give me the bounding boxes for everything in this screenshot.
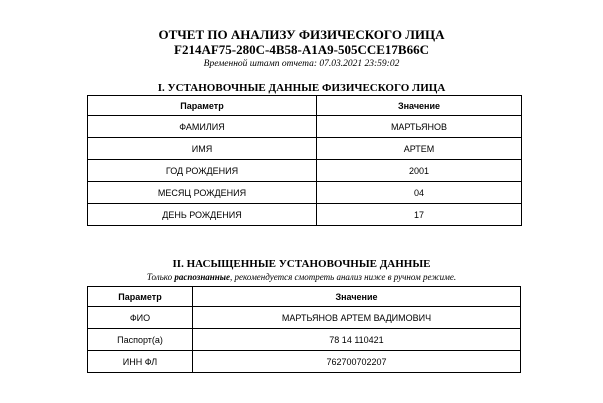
column-header-parameter: Параметр xyxy=(88,96,317,116)
table-row xyxy=(88,204,522,226)
section2-table xyxy=(87,286,521,373)
row-value: АРТЕМ xyxy=(317,138,522,160)
row-value: 04 xyxy=(317,182,522,204)
section1-table xyxy=(87,95,522,226)
table-header-row xyxy=(88,96,522,116)
table-header-row xyxy=(88,287,521,307)
row-value: МАРТЬЯНОВ xyxy=(317,116,522,138)
report-timestamp: Временной штамп отчета: 07.03.2021 23:59:02 xyxy=(203,59,400,69)
row-parameter: ИМЯ xyxy=(88,138,317,160)
column-header-value: Значение xyxy=(317,96,522,116)
row-parameter: Паспорт(а) xyxy=(88,329,193,351)
row-value: 78 14 110421 xyxy=(193,329,521,351)
table-row xyxy=(88,116,522,138)
row-parameter: ФИО xyxy=(88,307,193,329)
column-header-parameter: Параметр xyxy=(88,287,193,307)
row-parameter: ГОД РОЖДЕНИЯ xyxy=(88,160,317,182)
table-row xyxy=(88,351,521,373)
note-bold: распознанные xyxy=(174,272,231,282)
note-suffix: , рекомендуется смотреть анализ ниже в ручном режиме. xyxy=(230,272,457,282)
section2-heading: II. НАСЫЩЕННЫЕ УСТАНОВОЧНЫЕ ДАННЫЕ xyxy=(172,258,431,270)
row-value: 17 xyxy=(317,204,522,226)
row-parameter: ФАМИЛИЯ xyxy=(88,116,317,138)
table-row xyxy=(88,138,522,160)
table-row xyxy=(88,182,522,204)
table-row xyxy=(88,329,521,351)
row-parameter: ИНН ФЛ xyxy=(88,351,193,373)
row-value: МАРТЬЯНОВ АРТЕМ ВАДИМОВИЧ xyxy=(193,307,521,329)
table-row xyxy=(88,160,522,182)
section1-heading: I. УСТАНОВОЧНЫЕ ДАННЫЕ ФИЗИЧЕСКОГО ЛИЦА xyxy=(157,82,446,94)
report-title: ОТЧЕТ ПО АНАЛИЗУ ФИЗИЧЕСКОГО ЛИЦА xyxy=(158,27,445,42)
note-prefix: Только xyxy=(146,272,175,282)
row-value: 2001 xyxy=(317,160,522,182)
section2-note xyxy=(0,272,603,283)
column-header-value: Значение xyxy=(193,287,521,307)
row-value: 762700702207 xyxy=(193,351,521,373)
report-id: F214AF75-280C-4B58-A1A9-505CCE17B66C xyxy=(174,42,429,57)
row-parameter: ДЕНЬ РОЖДЕНИЯ xyxy=(88,204,317,226)
table-row xyxy=(88,307,521,329)
row-parameter: МЕСЯЦ РОЖДЕНИЯ xyxy=(88,182,317,204)
